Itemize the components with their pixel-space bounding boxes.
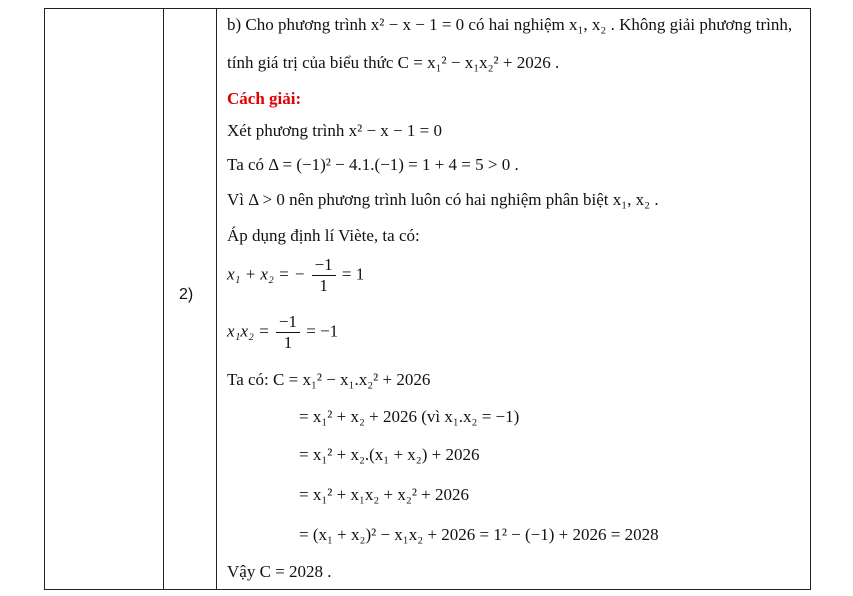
fraction-numerator: −1 [276,312,300,333]
sum-fraction [312,255,336,296]
viete-sum [227,255,364,296]
product-fraction [276,312,300,353]
solution-line: Xét phương trình x² − x − 1 = 0 [227,121,442,140]
sum-lhs: x₁ + x₂ = − [227,264,306,284]
fraction-denominator: 1 [319,276,328,295]
c-derivation-line: Ta có: C = x₁² − x₁.x₂² + 2026 [227,370,431,389]
solution-content [225,9,810,589]
c-derivation-line: = x₁² + x₁x₂ + x₂² + 2026 [299,485,469,504]
solution-line: Ta có Δ = (−1)² − 4.1.(−1) = 1 + 4 = 5 > 0 . [227,155,519,174]
fraction-denominator: 1 [283,333,293,352]
fraction-numerator: −1 [312,255,336,276]
conclusion: Vậy C = 2028 . [227,562,332,581]
c-derivation-line: = x₁² + x₂.(x₁ + x₂) + 2026 [299,445,480,464]
prod-rhs: = −1 [306,321,339,341]
sum-rhs: = 1 [341,264,365,284]
c-derivation-line: = (x₁ + x₂)² − x₁x₂ + 2026 = 1² − (−1) + 2026 = 2028 [299,525,659,544]
problem-line-1: b) Cho phương trình x² − x − 1 = 0 có hai nghiệm x₁, x₂ . Không giải phương trình, [227,15,793,34]
solution-title: Cách giải: [227,89,302,108]
solution-table [44,8,811,590]
viete-product [227,312,338,353]
c-derivation-line: = x₁² + x₂ + 2026 (vì x₁.x₂ = −1) [299,407,520,426]
solution-line: Vì Δ > 0 nên phương trình luôn có hai nghiệm phân biệt x₁, x₂ . [227,190,659,209]
column-divider [163,9,164,589]
problem-line-2: tính giá trị của biểu thức C = x₁² − x₁x₂² + 2026 . [227,53,560,72]
prod-lhs: x₁x₂ = [227,321,270,341]
solution-line: Áp dụng định lí Viète, ta có: [227,226,420,245]
column-divider [216,9,217,589]
item-number: 2) [179,286,194,303]
